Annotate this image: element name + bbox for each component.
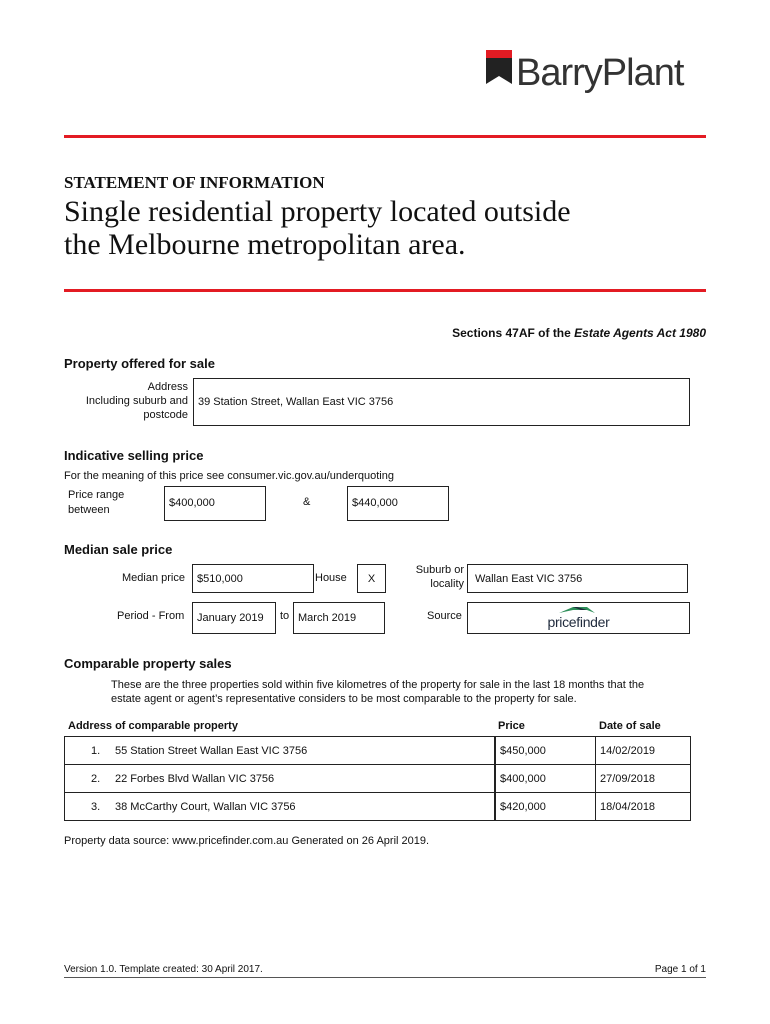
sections-reference bbox=[452, 326, 706, 340]
footer-page-number: Page 1 of 1 bbox=[654, 964, 706, 975]
pricefinder-logo bbox=[539, 606, 619, 630]
median-price-label: Median price bbox=[122, 572, 185, 584]
page-title-line2: the Melbourne metropolitan area. bbox=[64, 228, 466, 261]
row-date: 27/09/2018 bbox=[595, 764, 691, 793]
row-number: 3. bbox=[91, 800, 101, 813]
source-field bbox=[467, 602, 690, 634]
row-number: 2. bbox=[91, 772, 101, 785]
period-to-field[interactable]: March 2019 bbox=[293, 602, 385, 634]
address-label-2: Including suburb and bbox=[85, 395, 188, 407]
row-price: $450,000 bbox=[495, 736, 596, 765]
comparable-heading: Comparable property sales bbox=[64, 656, 232, 671]
underquoting-note: For the meaning of this price see consumer.vic.gov.au/underquoting bbox=[64, 470, 394, 482]
col-price-header: Price bbox=[498, 720, 525, 732]
source-label: Source bbox=[427, 610, 462, 622]
address-label-1: Address bbox=[147, 381, 188, 393]
suburb-label-1: Suburb or bbox=[415, 564, 464, 576]
property-type-label: House bbox=[315, 572, 347, 584]
comparable-intro-2: estate agent or agent’s representative considers to be most comparable to the property for sale. bbox=[111, 693, 577, 705]
roof-icon bbox=[557, 606, 597, 614]
period-to-label: to bbox=[280, 610, 290, 622]
row-address: 22 Forbes Blvd Wallan VIC 3756 bbox=[115, 772, 275, 785]
table-row bbox=[64, 792, 495, 821]
bookmark-icon bbox=[486, 50, 512, 86]
row-date: 18/04/2018 bbox=[595, 792, 691, 821]
table-row bbox=[64, 764, 495, 793]
address-label-3: postcode bbox=[143, 409, 188, 421]
col-date-header: Date of sale bbox=[599, 720, 661, 732]
page-title-line1: Single residential property located outside bbox=[64, 195, 571, 228]
barryplant-logo bbox=[486, 50, 706, 100]
property-type-checkbox[interactable]: X bbox=[357, 564, 386, 593]
row-address: 55 Station Street Wallan East VIC 3756 bbox=[115, 744, 308, 757]
row-price: $420,000 bbox=[495, 792, 596, 821]
bottom-rule bbox=[64, 289, 706, 292]
suburb-label-2: locality bbox=[430, 578, 464, 590]
row-date: 14/02/2019 bbox=[595, 736, 691, 765]
indicative-heading: Indicative selling price bbox=[64, 448, 204, 463]
range-label-1: Price range bbox=[68, 489, 125, 501]
period-from-label: Period - From bbox=[117, 610, 185, 622]
row-price: $400,000 bbox=[495, 764, 596, 793]
period-from-field[interactable]: January 2019 bbox=[192, 602, 276, 634]
kicker: STATEMENT OF INFORMATION bbox=[64, 173, 325, 192]
range-ampersand: & bbox=[303, 496, 311, 508]
price-high-field[interactable]: $440,000 bbox=[347, 486, 449, 521]
act-name: Estate Agents Act 1980 bbox=[574, 326, 706, 340]
footer-version: Version 1.0. Template created: 30 April 2017. bbox=[64, 964, 263, 975]
row-number: 1. bbox=[91, 744, 101, 757]
suburb-field[interactable]: Wallan East VIC 3756 bbox=[467, 564, 688, 593]
table-row bbox=[64, 736, 495, 765]
median-price-field[interactable]: $510,000 bbox=[192, 564, 314, 593]
range-label-2: between bbox=[68, 504, 110, 516]
comparable-intro-1: These are the three properties sold within five kilometres of the property for sale in the last 18 months that the bbox=[111, 679, 645, 691]
sections-prefix: Sections 47AF of the bbox=[452, 326, 575, 340]
median-heading: Median sale price bbox=[64, 542, 173, 557]
address-field[interactable]: 39 Station Street, Wallan East VIC 3756 bbox=[193, 378, 690, 426]
pricefinder-wordmark: pricefinder bbox=[547, 614, 610, 630]
top-rule bbox=[64, 135, 706, 138]
col-address-header: Address of comparable property bbox=[68, 720, 238, 732]
data-source-note: Property data source: www.pricefinder.com.au Generated on 26 April 2019. bbox=[64, 835, 430, 847]
property-heading: Property offered for sale bbox=[64, 356, 215, 371]
price-low-field[interactable]: $400,000 bbox=[164, 486, 266, 521]
brand-name: BarryPlant bbox=[516, 52, 684, 94]
row-address: 38 McCarthy Court, Wallan VIC 3756 bbox=[115, 800, 296, 813]
footer-rule bbox=[64, 977, 706, 978]
